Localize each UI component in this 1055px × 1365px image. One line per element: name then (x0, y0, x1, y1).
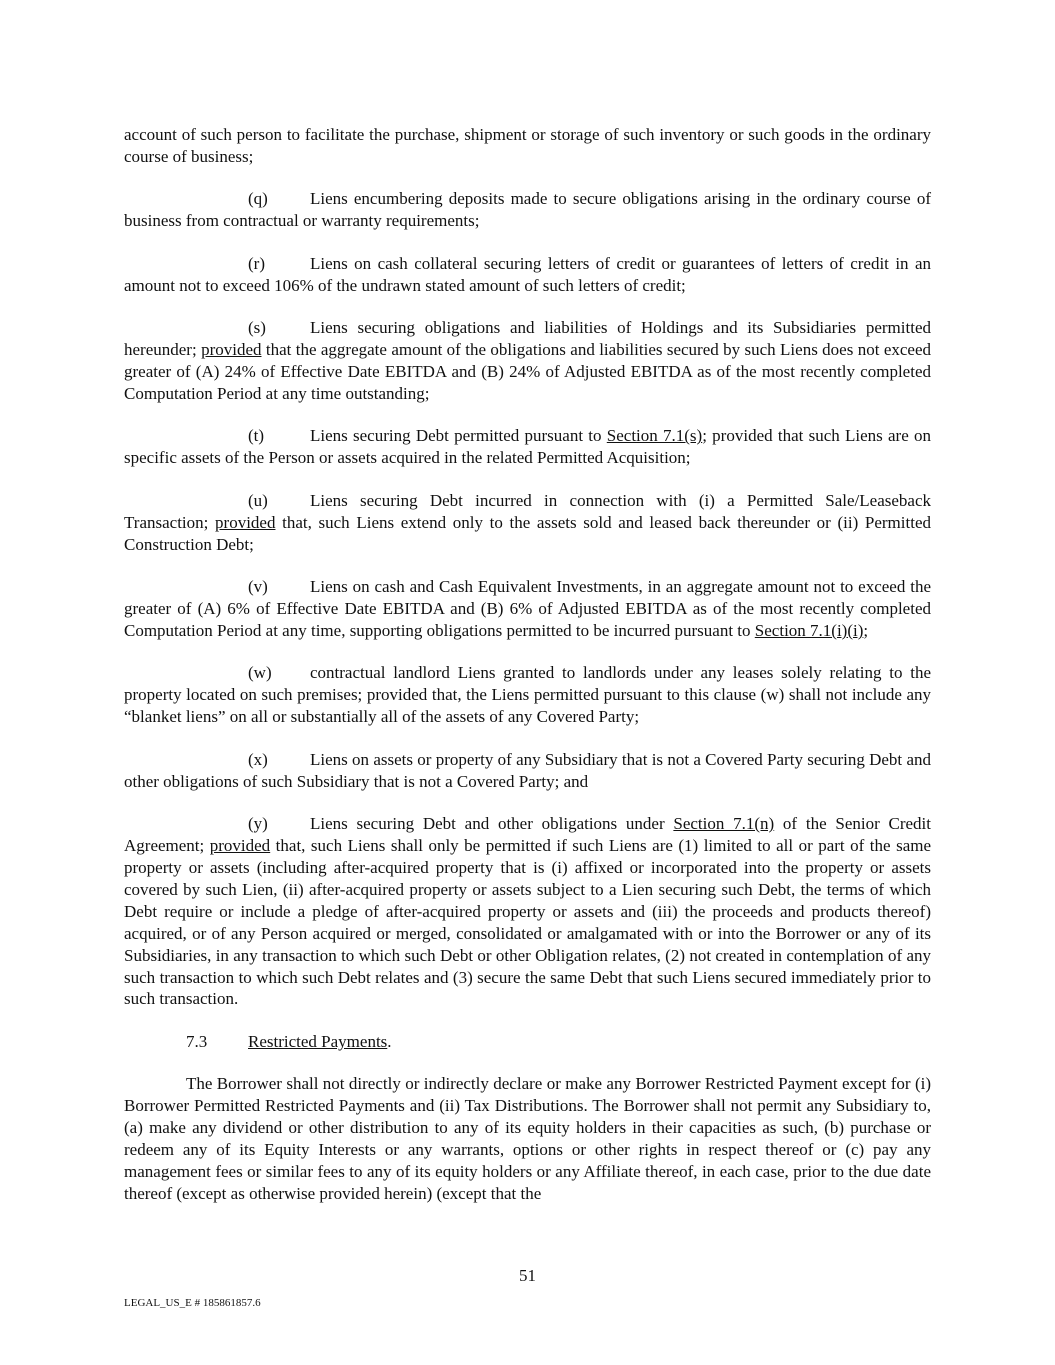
clause-text: Liens encumbering deposits made to secure obligations arising in the ordinary course of business from contractual or warranty requirements; (124, 189, 931, 231)
clause-text: Liens securing Debt and other obligations under (310, 814, 674, 834)
clause-text: of the Senior Credit Agreement; (124, 814, 931, 856)
section-number: 7.3 (186, 1031, 208, 1051)
clause-s (124, 317, 931, 405)
section-reference: Section 7.1(s) (606, 426, 703, 446)
underlined-term: provided (201, 340, 262, 360)
clause-label: (q) (248, 189, 268, 209)
clause-text: Liens on cash and Cash Equivalent Investments, in an aggregate amount not to exceed the greater of (A) 6% of Effective Date EBITDA and (B) 6% of Adjusted EBITDA as of the most recently completed Computation Period at any time, supporting obligations permitted to be incurred pursuant to (124, 577, 931, 640)
section-reference: Section 7.1(n) (673, 814, 775, 834)
clause-label: (t) (248, 426, 265, 446)
section-title-suffix: . (387, 1031, 392, 1051)
section-heading (124, 1031, 931, 1053)
clause-r (124, 253, 931, 297)
clause-text: that, such Liens extend only to the assets sold and leased back thereunder or (ii) Permitted Construction Debt; (124, 512, 931, 554)
clause-q (124, 188, 931, 232)
clause-label: (x) (248, 749, 268, 769)
document-id: LEGAL_US_E # 185861857.6 (124, 1297, 261, 1309)
page-number: 51 (519, 1266, 536, 1285)
section-reference: Section 7.1(i)(i) (754, 620, 864, 640)
clause-u (124, 490, 931, 556)
intro-paragraph: account of such person to facilitate the purchase, shipment or storage of such inventory or such goods in the ordinary course of business; (124, 125, 931, 166)
underlined-term: provided (209, 836, 271, 856)
section-body: The Borrower shall not directly or indirectly declare or make any Borrower Restricted Payment except for (i) Borrower Permitted Restricted Payments and (ii) Tax Distributions. The Borrower shall not permit any Subsidiary to, (a) make any dividend or other distribution to any of its equity holders in their capacities as such, (b) purchase or redeem any of its Equity Interests or any warrants, options or other rights in respect thereof or (c) pay any management fees or similar fees to any of its equity holders or any Affiliate thereof, in each case, prior to the due date thereof (except as otherwise provided herein) (except that the (124, 1074, 931, 1203)
clause-label: (w) (248, 663, 272, 683)
clause-label: (u) (248, 490, 268, 510)
clause-text: Liens on cash collateral securing letters of credit or guarantees of letters of credit in an amount not to exceed 106% of the undrawn stated amount of such letters of credit; (124, 253, 931, 295)
clause-text: Liens securing obligations and liabilities of Holdings and its Subsidiaries permitted hereunder; (124, 318, 931, 360)
clause-text: ; provided that such Liens are on specific assets of the Person or assets acquired in the related Permitted Acquisition; (124, 426, 932, 468)
clause-text: Liens securing Debt permitted pursuant to (310, 426, 607, 446)
clause-text: that, such Liens shall only be permitted if such Liens are (1) limited to all or part of the same property or assets (including after-acquired property that is (i) affixed or incorporated into the property or assets covered by such Lien, (ii) after-acquired property or assets subject to a Lien securing such Debt, the terms of which Debt require or include a pledge of after-acquired property or assets and (iii) the proceeds and products thereof) acquired, or of any Person acquired or merged, consolidated or amalgamated with or into the Borrower or any of its Subsidiaries, in any transaction to which such Debt or other Obligation relates, (2) not created in contemplation of any such transaction to which such Debt relates and (3) secure the same Debt that such Liens secured immediately prior to such transaction. (124, 836, 932, 1009)
clause-label: (s) (248, 318, 266, 338)
clause-text: that the aggregate amount of the obligations and liabilities secured by such Liens does not exceed greater of (A) 24% of Effective Date EBITDA and (B) 24% of Adjusted EBITDA as of the most recently completed Computation Period at any time outstanding; (124, 340, 931, 403)
clause-w (124, 662, 931, 728)
underlined-term: provided (215, 512, 276, 532)
clause-t (124, 425, 931, 469)
clause-label: (r) (248, 253, 265, 273)
clause-text: contractual landlord Liens granted to landlords under any leases solely relating to the property located on such premises; provided that, the Liens permitted pursuant to this clause (w) shall not include any “blanket liens” on all or substantially all of the assets of any Covered Party; (124, 663, 931, 727)
clause-y (124, 813, 931, 1010)
document-page (124, 124, 931, 1225)
clause-v (124, 576, 931, 642)
clause-text: Liens on assets or property of any Subsidiary that is not a Covered Party securing Debt and other obligations of such Subsidiary that is not a Covered Party; and (124, 749, 931, 791)
clause-x (124, 749, 931, 793)
clause-label: (v) (248, 577, 268, 597)
clause-text: Liens securing Debt incurred in connection with (i) a Permitted Sale/Leaseback Transaction; (124, 490, 931, 532)
section-title: Restricted Payments (248, 1031, 388, 1051)
clause-label: (y) (248, 814, 268, 834)
clause-text: ; (863, 620, 869, 640)
